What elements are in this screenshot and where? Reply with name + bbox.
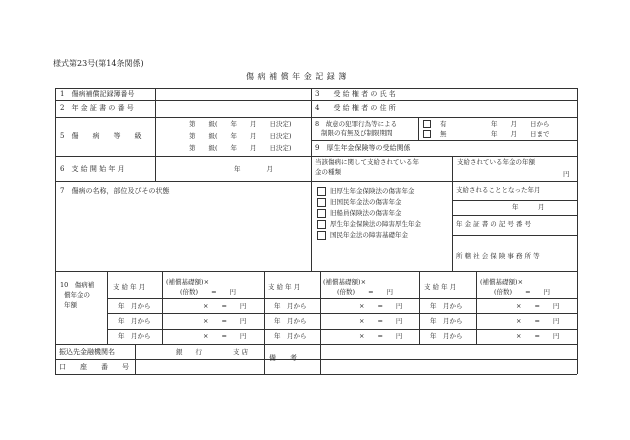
account-number-label: 口 座 番 号 — [59, 363, 129, 371]
remarks-label: 備 考 — [269, 354, 297, 362]
pension-option-checkbox-2[interactable] — [317, 198, 326, 207]
grade-label: 5 傷 病 等 級 — [60, 132, 142, 140]
grade-line-2: 第 級( 年 月 日決定) — [189, 132, 292, 140]
remarks-field[interactable] — [322, 346, 575, 372]
formula-header-3-line2: (倍数) = 円 — [494, 288, 551, 296]
crime-no-text: 無 — [440, 130, 447, 138]
pension-status-label: 9 厚生年金保険等の受給関係 — [315, 144, 411, 152]
pension-option-3: 旧船員保険法の傷害年金 — [330, 209, 402, 217]
recipient-name-field[interactable] — [420, 90, 575, 99]
ym-header-3: 支 給 年 月 — [424, 283, 457, 291]
pension-option-5: 国民年金法の障害基礎年金 — [330, 231, 408, 239]
branch-word: 支 店 — [233, 348, 249, 356]
row-from: 年 月から — [430, 317, 463, 325]
row-calc: × = 円 — [359, 317, 403, 325]
pension-option-checkbox-1[interactable] — [317, 187, 326, 196]
crime-from-period: 年 月 日から — [491, 120, 550, 128]
crime-no-checkbox[interactable] — [423, 130, 431, 138]
ym-header-1: 支 給 年 月 — [113, 283, 146, 291]
formula-header-1-line2: (倍数) = 円 — [180, 288, 237, 296]
grade-line-3: 第 級( 年 月 日決定) — [189, 144, 292, 152]
recipient-name-label: 3 受 給 権 者 の 氏 名 — [315, 90, 396, 98]
pension-option-4: 厚生年金保険法の障害厚生年金 — [330, 220, 421, 228]
cert-code-label: 年 金 証 書 の 記 号 番 号 — [456, 220, 532, 228]
crime-to-period: 年 月 日まで — [491, 130, 550, 138]
annual-label-line3: 年額 — [64, 301, 77, 309]
row-calc: × = 円 — [516, 317, 560, 325]
row-calc: × = 円 — [516, 302, 560, 310]
crime-label-line1: 8 故意の犯罪行為等による — [315, 120, 398, 128]
pension-type-line2: 金の種類 — [315, 168, 341, 176]
row-calc: × = 円 — [359, 332, 403, 340]
condition-label: 7 傷病の名称，部位及びその状態 — [60, 187, 170, 195]
recipient-address-field[interactable] — [420, 102, 575, 115]
formula-header-2-line1: (補償基礎額)× — [323, 278, 367, 286]
bank-name-label: 振込先金融機関名 — [59, 348, 115, 356]
condition-field[interactable] — [57, 198, 309, 268]
crime-yes-text: 有 — [440, 120, 447, 128]
pension-type-line1: 当該傷病に関して支給されている年 — [315, 158, 419, 166]
pension-option-checkbox-4[interactable] — [317, 220, 326, 229]
start-label: 6 支 給 開 始 年 月 — [60, 165, 125, 173]
annual-amount-label: 支給されている年金の年額 — [457, 158, 535, 166]
formula-header-2-line2: (倍数) = 円 — [337, 288, 394, 296]
recipient-address-label: 4 受 給 権 者 の 住 所 — [315, 104, 396, 112]
annual-label-line2: 償年金の — [64, 291, 90, 299]
office-label: 所 轄 社 会 保 険 事 務 所 等 — [456, 252, 540, 260]
pension-option-checkbox-3[interactable] — [317, 209, 326, 218]
pension-option-1: 旧厚生年金保険法の傷害年金 — [330, 187, 415, 195]
formula-header-1-line1: (補償基礎額)× — [166, 278, 210, 286]
pension-option-checkbox-5[interactable] — [317, 231, 326, 240]
row-from: 年 月から — [274, 302, 307, 310]
crime-yes-checkbox[interactable] — [423, 120, 431, 128]
grade-line-1: 第 級( 年 月 日決定) — [189, 120, 292, 128]
decided-value: 年 月 — [512, 203, 545, 211]
bank-word: 銀 行 — [176, 348, 202, 356]
annual-amount-unit: 円 — [563, 170, 570, 178]
row-from: 年 月から — [274, 332, 307, 340]
annual-label-line1: 10 傷病補 — [60, 281, 95, 289]
row-calc: × = 円 — [203, 302, 247, 310]
certificate-number-label: 2 年 金 証 書 の 番 号 — [60, 104, 134, 112]
decided-label: 支給されることとなった年月 — [456, 186, 541, 194]
row-from: 年 月から — [430, 332, 463, 340]
account-number-field[interactable] — [137, 361, 262, 372]
crime-label-line2: 制限の有無及び制限期間 — [321, 129, 393, 137]
certificate-number-field[interactable] — [157, 102, 309, 115]
row-calc: × = 円 — [516, 332, 560, 340]
row-calc: × = 円 — [359, 302, 403, 310]
row-calc: × = 円 — [203, 317, 247, 325]
row-calc: × = 円 — [203, 332, 247, 340]
row-from: 年 月から — [274, 317, 307, 325]
form-number: 様式第23号(第14条関係) — [53, 59, 144, 68]
row-from: 年 月から — [430, 302, 463, 310]
start-value: 年 月 — [234, 165, 273, 173]
row-from: 年 月から — [118, 302, 151, 310]
ym-header-2: 支 給 年 月 — [268, 283, 301, 291]
pension-option-2: 旧国民年金法の傷害年金 — [330, 198, 402, 206]
row-from: 年 月から — [118, 332, 151, 340]
record-number-label: 1 傷病補償記録簿番号 — [60, 90, 135, 98]
record-number-field[interactable] — [157, 90, 309, 99]
form-title: 傷 病 補 償 年 金 記 録 簿 — [246, 72, 347, 81]
row-from: 年 月から — [118, 317, 151, 325]
formula-header-3-line1: (補償基礎額)× — [480, 278, 524, 286]
